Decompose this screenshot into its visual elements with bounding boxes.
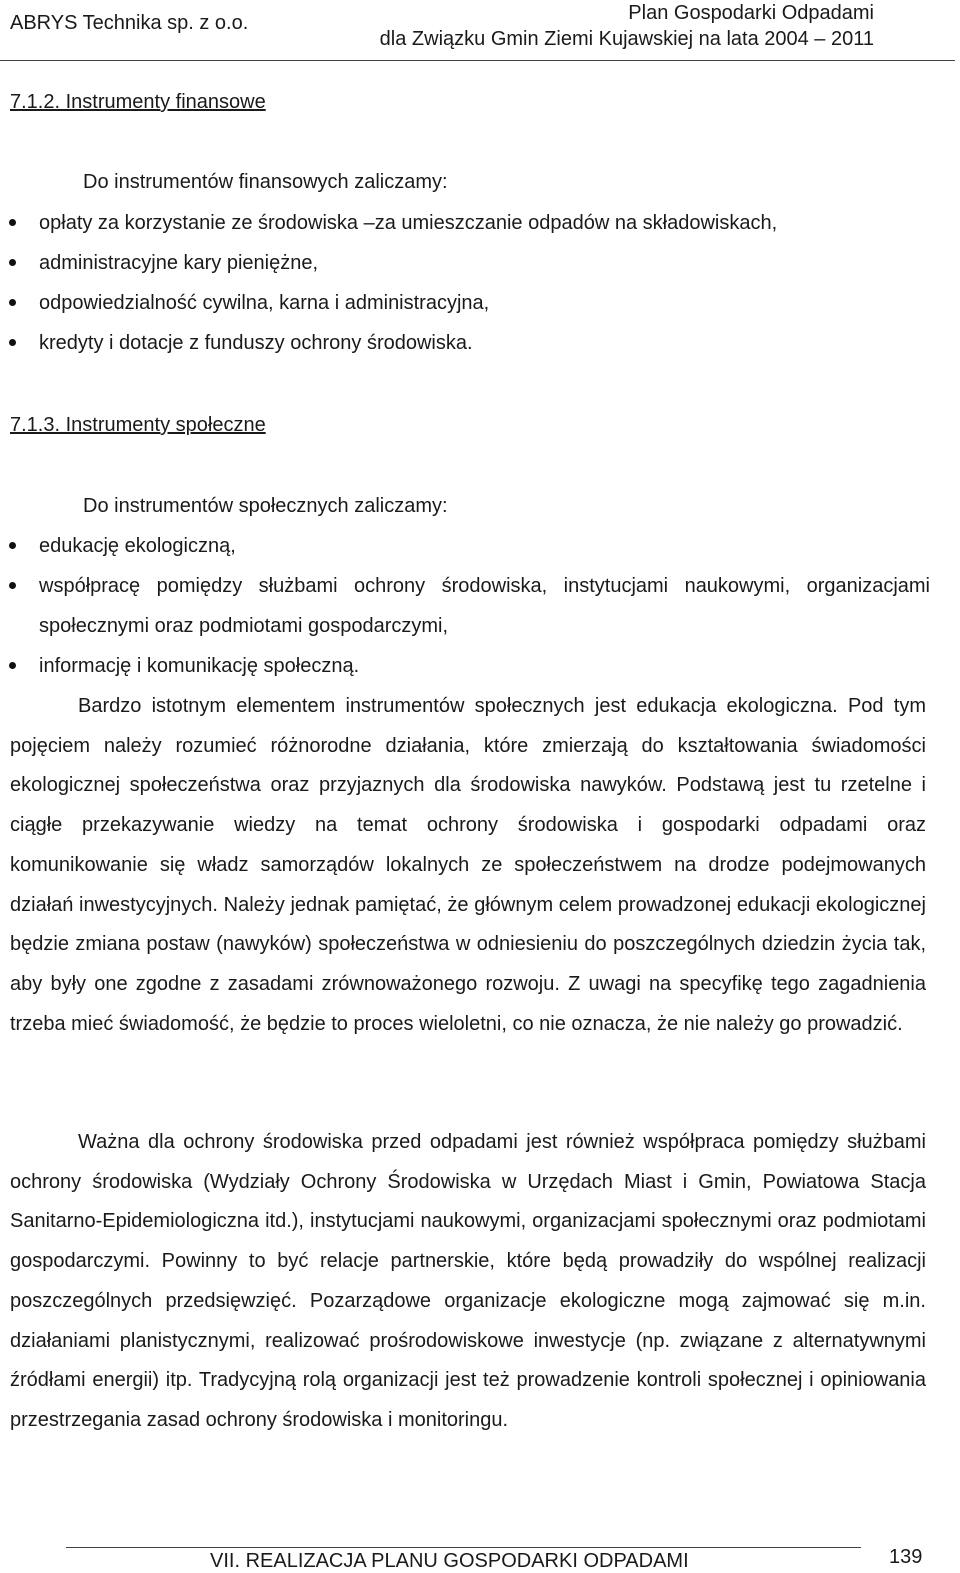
header-plan-line1: Plan Gospodarki Odpadami (628, 2, 874, 24)
list-item-text: kredyty i dotacje z funduszy ochrony środowiska. (39, 332, 473, 354)
financial-instruments-list (0, 203, 930, 363)
footer-chapter-title: VII. REALIZACJA PLANU GOSPODARKI ODPADAMI (210, 1550, 689, 1572)
list-item-text: administracyjne kary pieniężne, (39, 252, 319, 274)
list-item (0, 566, 930, 646)
bullet-icon (9, 219, 16, 226)
page-number: 139 (889, 1546, 923, 1568)
list-item (0, 283, 930, 323)
bullet-icon (9, 662, 16, 669)
paragraph-ecological-education: Bardzo istotnym elementem instrumentów społecznych jest edukacja ekologiczna. Pod tym pojęciem należy rozumieć różnorodne działania, które zmierzają do kształtowania świadomości ekologicznej społeczeństwa oraz przyjaznych dla środowiska nawyków. Podstawą jest tu rzetelne i ciągłe przekazywanie wiedzy na temat ochrony środowiska i gospodarki odpadami oraz komunikowanie się władz samorządów lokalnych ze społeczeństwem na drodze podejmowanych działań inwestycyjnych. Należy jednak pamiętać, że głównym celem prowadzonej edukacji ekologicznej będzie zmiana postaw (nawyków) społeczeństwa w odniesieniu do poszczególnych dziedzin życia tak, aby były one zgodne z zasadami zrównoważonego rozwoju. Z uwagi na specyfikę tego zagadnienia trzeba mieć świadomość, że będzie to proces wieloletni, co nie oznacza, że nie należy go prowadzić. (10, 695, 926, 1035)
list-item (0, 646, 930, 686)
intro-social: Do instrumentów społecznych zaliczamy: (83, 495, 448, 517)
bullet-icon (9, 542, 16, 549)
list-item (0, 203, 930, 243)
list-item (0, 323, 930, 363)
paragraph-cooperation: Ważna dla ochrony środowiska przed odpadami jest również współpraca pomiędzy służbami ochrony środowiska (Wydziały Ochrony Środowiska w Urzędach Miast i Gmin, Powiatowa Stacja Sanitarno-Epidemiologiczna itd.), instytucjami naukowymi, organizacjami społecznymi oraz podmiotami gospodarczymi. Powinny to być relacje partnerskie, które będą prowadziły do wspólnej realizacji poszczególnych przedsięwzięć. Pozarządowe organizacje ekologiczne mogą zajmować się m.in. działaniami planistycznymi, realizować prośrodowiskowe inwestycje (np. związane z alternatywnymi źródłami energii) itp. Tradycyjną rolą organizacji jest też prowadzenie kontroli społecznej i opiniowania przestrzegania zasad ochrony środowiska i monitoringu. (10, 1131, 926, 1431)
list-item-text: edukację ekologiczną, (39, 535, 236, 557)
bullet-icon (9, 299, 16, 306)
bullet-icon (9, 582, 16, 589)
bullet-icon (9, 339, 16, 346)
list-item (0, 526, 930, 566)
header-plan-line2: dla Związku Gmin Ziemi Kujawskiej na lata 2004 – 2011 (379, 28, 874, 50)
list-item-text: współpracę pomiędzy służbami ochrony środowiska, instytucjami naukowymi, organizacjami społecznymi oraz podmiotami gospodarczymi, (39, 575, 930, 637)
bullet-icon (9, 259, 16, 266)
intro-financial: Do instrumentów finansowych zaliczamy: (83, 171, 448, 193)
header-company: ABRYS Technika sp. z o.o. (10, 12, 249, 34)
section-title-financial: 7.1.2. Instrumenty finansowe (10, 91, 266, 113)
footer-divider (66, 1547, 861, 1548)
header-divider (0, 60, 955, 61)
list-item-text: opłaty za korzystanie ze środowiska –za umieszczanie odpadów na składowiskach, (39, 212, 778, 234)
section-title-social: 7.1.3. Instrumenty społeczne (10, 414, 266, 436)
list-item (0, 243, 930, 283)
list-item-text: informację i komunikację społeczną. (39, 655, 360, 677)
header-plan-title (380, 0, 874, 52)
list-item-text: odpowiedzialność cywilna, karna i administracyjna, (39, 292, 490, 314)
social-instruments-list (0, 526, 930, 686)
